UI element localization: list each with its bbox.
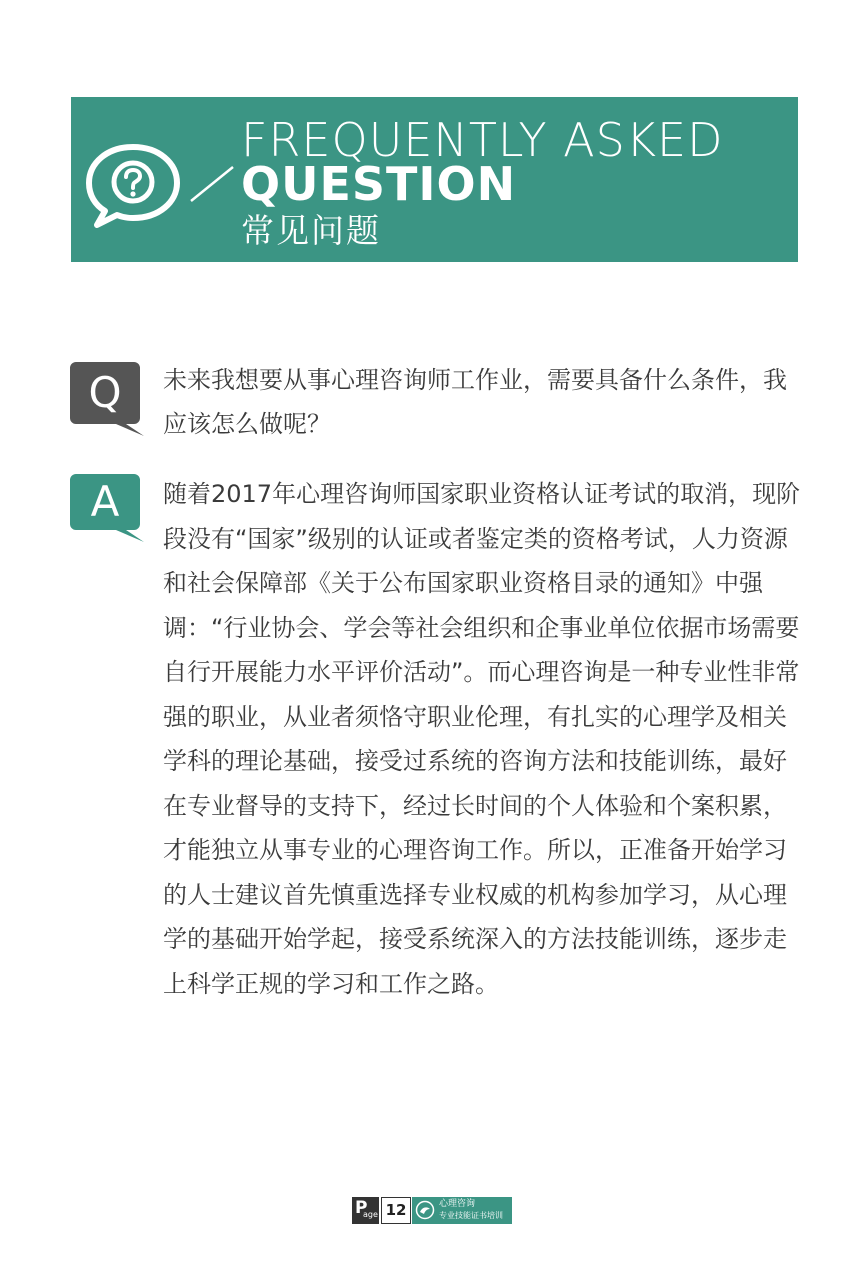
title-line2: QUESTION (241, 157, 517, 211)
brand-tag (412, 1197, 512, 1224)
title-line1: FREQUENTLY ASKED (241, 113, 724, 167)
page-label-box (352, 1197, 379, 1224)
question-bubble-icon (83, 141, 183, 231)
brand-line2: 专业技能证书培训 (439, 1211, 503, 1220)
answer-badge-letter: A (90, 477, 120, 526)
page-label-word: age (363, 1210, 378, 1219)
page-footer (352, 1197, 512, 1224)
question-text: 未来我想要从事心理咨询师工作业，需要具备什么条件，我应该怎么做呢？ (163, 366, 787, 438)
title-chinese: 常见问题 (241, 211, 381, 250)
answer-text: 随着2017年心理咨询师国家职业资格认证考试的取消，现阶段没有“国家”级别的认证或者鉴定类的资格考试，人力资源和社会保障部《关于公布国家职业资格目录的通知》中强调：“行业协会、学会等社会组织和企事业单位依据市场需要自行开展能力水平评价活动”。而心理咨询是一种专业性非常强的职业，从业者须恪守职业伦理，有扎实的心理学及相关学科的理论基础，接受过系统的咨询方法和技能训练，最好在专业督导的支持下，经过长时间的个人体验和个案积累，才能独立从事专业的心理咨询工作。所以，正准备开始学习的人士建议首先慎重选择专业权威的机构参加学习，从心理学的基础开始学起，接受系统深入的方法技能训练，逐步走上科学正规的学习和工作之路。 (163, 480, 801, 998)
faq-header-banner (71, 97, 798, 262)
page-number: 12 (381, 1197, 411, 1224)
brand-line1: 心理咨询 (439, 1199, 476, 1209)
brand-logo-icon (415, 1200, 435, 1220)
answer-badge (70, 474, 148, 550)
slash-divider-icon (187, 163, 239, 203)
question-badge (70, 362, 148, 438)
question-badge-letter: Q (88, 368, 122, 417)
page-label-letter: P (355, 1198, 368, 1218)
